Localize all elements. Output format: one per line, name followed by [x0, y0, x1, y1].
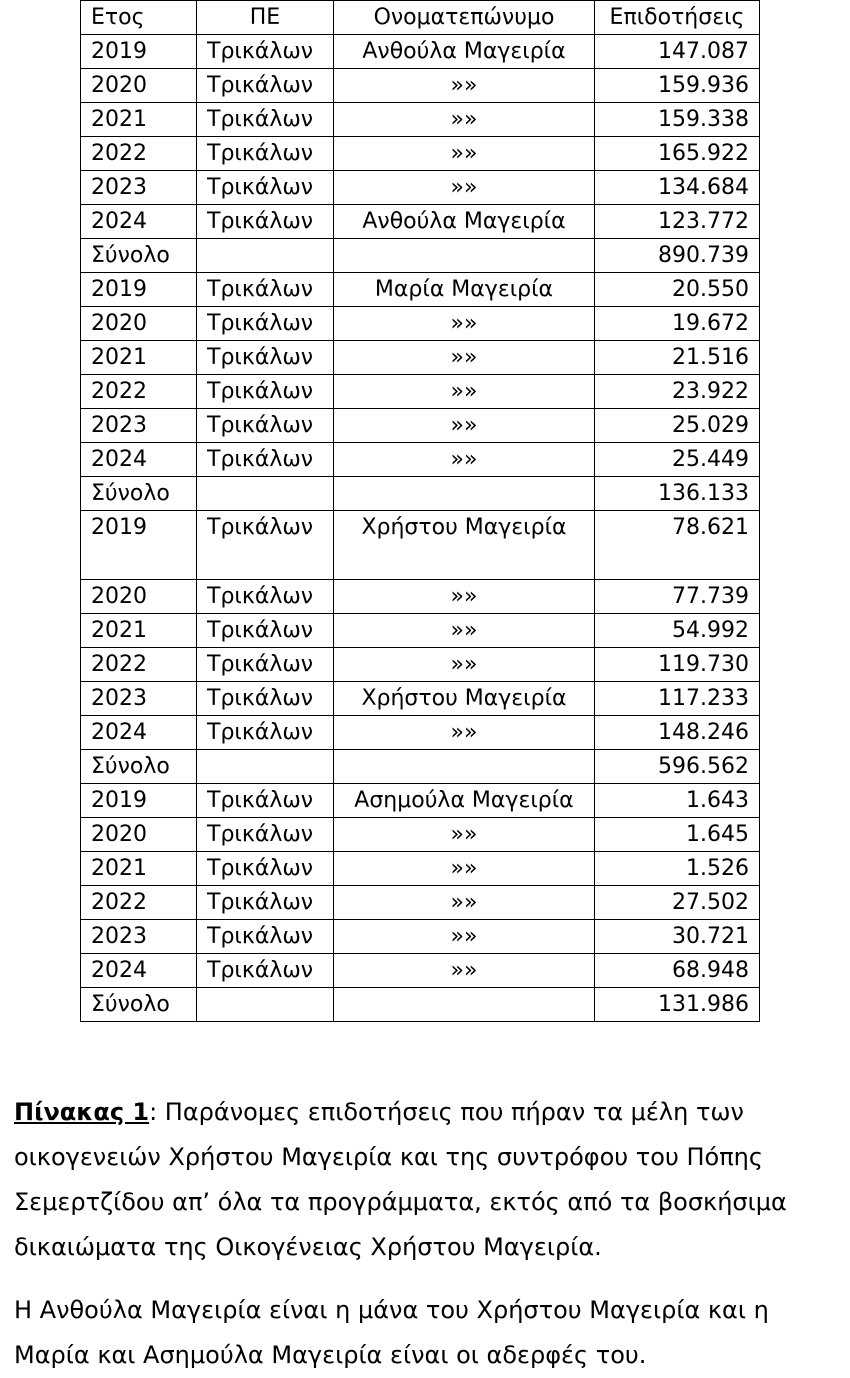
table-caption [14, 1090, 834, 1270]
table-row [81, 784, 760, 818]
cell-pe: Τρικάλων [197, 171, 334, 205]
cell-amount: 147.087 [595, 35, 760, 69]
cell-year: Σύνολο [81, 988, 197, 1022]
cell-amount: 78.621 [595, 511, 760, 580]
table-row [81, 750, 760, 784]
cell-amount: 1.643 [595, 784, 760, 818]
cell-year: 2019 [81, 273, 197, 307]
cell-name: Ανθούλα Μαγειρία [334, 35, 595, 69]
cell-amount: 134.684 [595, 171, 760, 205]
cell-year: 2019 [81, 35, 197, 69]
cell-amount: 1.645 [595, 818, 760, 852]
cell-pe: Τρικάλων [197, 273, 334, 307]
cell-name: »» [334, 580, 595, 614]
cell-year: 2020 [81, 307, 197, 341]
cell-year: 2019 [81, 784, 197, 818]
cell-amount: 54.992 [595, 614, 760, 648]
cell-amount: 596.562 [595, 750, 760, 784]
table-row [81, 954, 760, 988]
cell-pe: Τρικάλων [197, 614, 334, 648]
cell-year: Σύνολο [81, 750, 197, 784]
cell-amount: 136.133 [595, 477, 760, 511]
cell-year: 2021 [81, 852, 197, 886]
cell-amount: 159.936 [595, 69, 760, 103]
cell-year: 2021 [81, 341, 197, 375]
cell-pe: Τρικάλων [197, 818, 334, 852]
cell-name: »» [334, 648, 595, 682]
table-header-row [81, 1, 760, 35]
cell-name: »» [334, 341, 595, 375]
cell-name: »» [334, 307, 595, 341]
cell-amount: 21.516 [595, 341, 760, 375]
cell-year: 2020 [81, 69, 197, 103]
cell-amount: 159.338 [595, 103, 760, 137]
table-row [81, 920, 760, 954]
cell-pe [197, 239, 334, 273]
cell-pe: Τρικάλων [197, 511, 334, 580]
cell-name: »» [334, 103, 595, 137]
cell-amount: 25.029 [595, 409, 760, 443]
cell-year: 2024 [81, 954, 197, 988]
cell-name [334, 239, 595, 273]
table-row [81, 239, 760, 273]
table-row [81, 273, 760, 307]
table-row [81, 580, 760, 614]
header-year: Ετος [81, 1, 197, 35]
cell-name [334, 477, 595, 511]
cell-amount: 123.772 [595, 205, 760, 239]
cell-year: 2021 [81, 614, 197, 648]
cell-name: Ανθούλα Μαγειρία [334, 205, 595, 239]
table-row [81, 852, 760, 886]
cell-year: Σύνολο [81, 477, 197, 511]
cell-amount: 23.922 [595, 375, 760, 409]
cell-pe [197, 750, 334, 784]
table-row [81, 171, 760, 205]
cell-year: 2019 [81, 511, 197, 580]
cell-year: 2020 [81, 580, 197, 614]
cell-name: »» [334, 614, 595, 648]
cell-year: Σύνολο [81, 239, 197, 273]
cell-year: 2022 [81, 886, 197, 920]
table-row [81, 307, 760, 341]
cell-amount: 20.550 [595, 273, 760, 307]
cell-name: Χρήστου Μαγειρία [334, 511, 595, 580]
cell-name: »» [334, 171, 595, 205]
cell-pe: Τρικάλων [197, 954, 334, 988]
table-body [81, 35, 760, 1022]
family-note: Η Ανθούλα Μαγειρία είναι η μάνα του Χρήστου Μαγειρία και η Μαρία και Ασημούλα Μαγειρία είναι οι αδερφές του. [14, 1296, 769, 1369]
caption-label: Πίνακας 1 [14, 1098, 150, 1126]
cell-pe: Τρικάλων [197, 920, 334, 954]
table-row [81, 716, 760, 750]
table-row [81, 614, 760, 648]
cell-amount: 25.449 [595, 443, 760, 477]
cell-pe [197, 477, 334, 511]
cell-pe: Τρικάλων [197, 409, 334, 443]
table-row [81, 818, 760, 852]
cell-name: »» [334, 818, 595, 852]
table-row [81, 648, 760, 682]
cell-name: »» [334, 716, 595, 750]
cell-name: »» [334, 69, 595, 103]
cell-pe: Τρικάλων [197, 137, 334, 171]
cell-name [334, 750, 595, 784]
table-row [81, 35, 760, 69]
cell-amount: 890.739 [595, 239, 760, 273]
table-row [81, 682, 760, 716]
cell-pe: Τρικάλων [197, 784, 334, 818]
cell-pe: Τρικάλων [197, 307, 334, 341]
cell-pe: Τρικάλων [197, 35, 334, 69]
table-row [81, 886, 760, 920]
cell-amount: 148.246 [595, 716, 760, 750]
table-row [81, 205, 760, 239]
subsidies-table [80, 0, 760, 1022]
cell-amount: 1.526 [595, 852, 760, 886]
table-row [81, 375, 760, 409]
cell-amount: 19.672 [595, 307, 760, 341]
cell-pe: Τρικάλων [197, 69, 334, 103]
cell-amount: 30.721 [595, 920, 760, 954]
table-row [81, 988, 760, 1022]
cell-year: 2022 [81, 137, 197, 171]
cell-pe: Τρικάλων [197, 580, 334, 614]
cell-pe [197, 988, 334, 1022]
cell-pe: Τρικάλων [197, 443, 334, 477]
cell-pe: Τρικάλων [197, 375, 334, 409]
cell-pe: Τρικάλων [197, 648, 334, 682]
cell-amount: 165.922 [595, 137, 760, 171]
cell-year: 2020 [81, 818, 197, 852]
cell-pe: Τρικάλων [197, 682, 334, 716]
cell-year: 2022 [81, 375, 197, 409]
cell-name: »» [334, 137, 595, 171]
cell-pe: Τρικάλων [197, 341, 334, 375]
cell-amount: 119.730 [595, 648, 760, 682]
cell-amount: 117.233 [595, 682, 760, 716]
cell-amount: 68.948 [595, 954, 760, 988]
header-pe: ΠΕ [197, 1, 334, 35]
cell-name: »» [334, 852, 595, 886]
table-row [81, 477, 760, 511]
cell-year: 2024 [81, 716, 197, 750]
cell-pe: Τρικάλων [197, 103, 334, 137]
header-subsidies: Επιδοτήσεις [595, 1, 760, 35]
cell-name: Ασημούλα Μαγειρία [334, 784, 595, 818]
table-row [81, 511, 760, 580]
cell-year: 2022 [81, 648, 197, 682]
table-row [81, 103, 760, 137]
cell-year: 2023 [81, 409, 197, 443]
table-row [81, 341, 760, 375]
cell-name [334, 988, 595, 1022]
cell-year: 2023 [81, 682, 197, 716]
cell-name: »» [334, 954, 595, 988]
table-row [81, 137, 760, 171]
cell-name: Μαρία Μαγειρία [334, 273, 595, 307]
table-row [81, 69, 760, 103]
cell-pe: Τρικάλων [197, 852, 334, 886]
cell-year: 2024 [81, 443, 197, 477]
cell-name: »» [334, 409, 595, 443]
cell-amount: 77.739 [595, 580, 760, 614]
cell-name: »» [334, 375, 595, 409]
cell-year: 2023 [81, 920, 197, 954]
cell-pe: Τρικάλων [197, 886, 334, 920]
cell-pe: Τρικάλων [197, 716, 334, 750]
cell-name: »» [334, 886, 595, 920]
table-row [81, 409, 760, 443]
header-fullname: Ονοματεπώνυμο [334, 1, 595, 35]
cell-name: Χρήστου Μαγειρία [334, 682, 595, 716]
cell-year: 2023 [81, 171, 197, 205]
cell-year: 2024 [81, 205, 197, 239]
caption-text: : Παράνομες επιδοτήσεις που πήραν τα μέλη των οικογενειών Χρήστου Μαγειρία και της συντρόφου του Πόπης Σεμερτζίδου απ’ όλα τα προγράμματα, εκτός από τα βοσκήσιμα δικαιώματα της Οικογένειας Χρήστου Μαγειρία. [14, 1098, 787, 1261]
table-row [81, 443, 760, 477]
cell-amount: 131.986 [595, 988, 760, 1022]
cell-name: »» [334, 443, 595, 477]
cell-amount: 27.502 [595, 886, 760, 920]
cell-year: 2021 [81, 103, 197, 137]
cell-pe: Τρικάλων [197, 205, 334, 239]
cell-name: »» [334, 920, 595, 954]
